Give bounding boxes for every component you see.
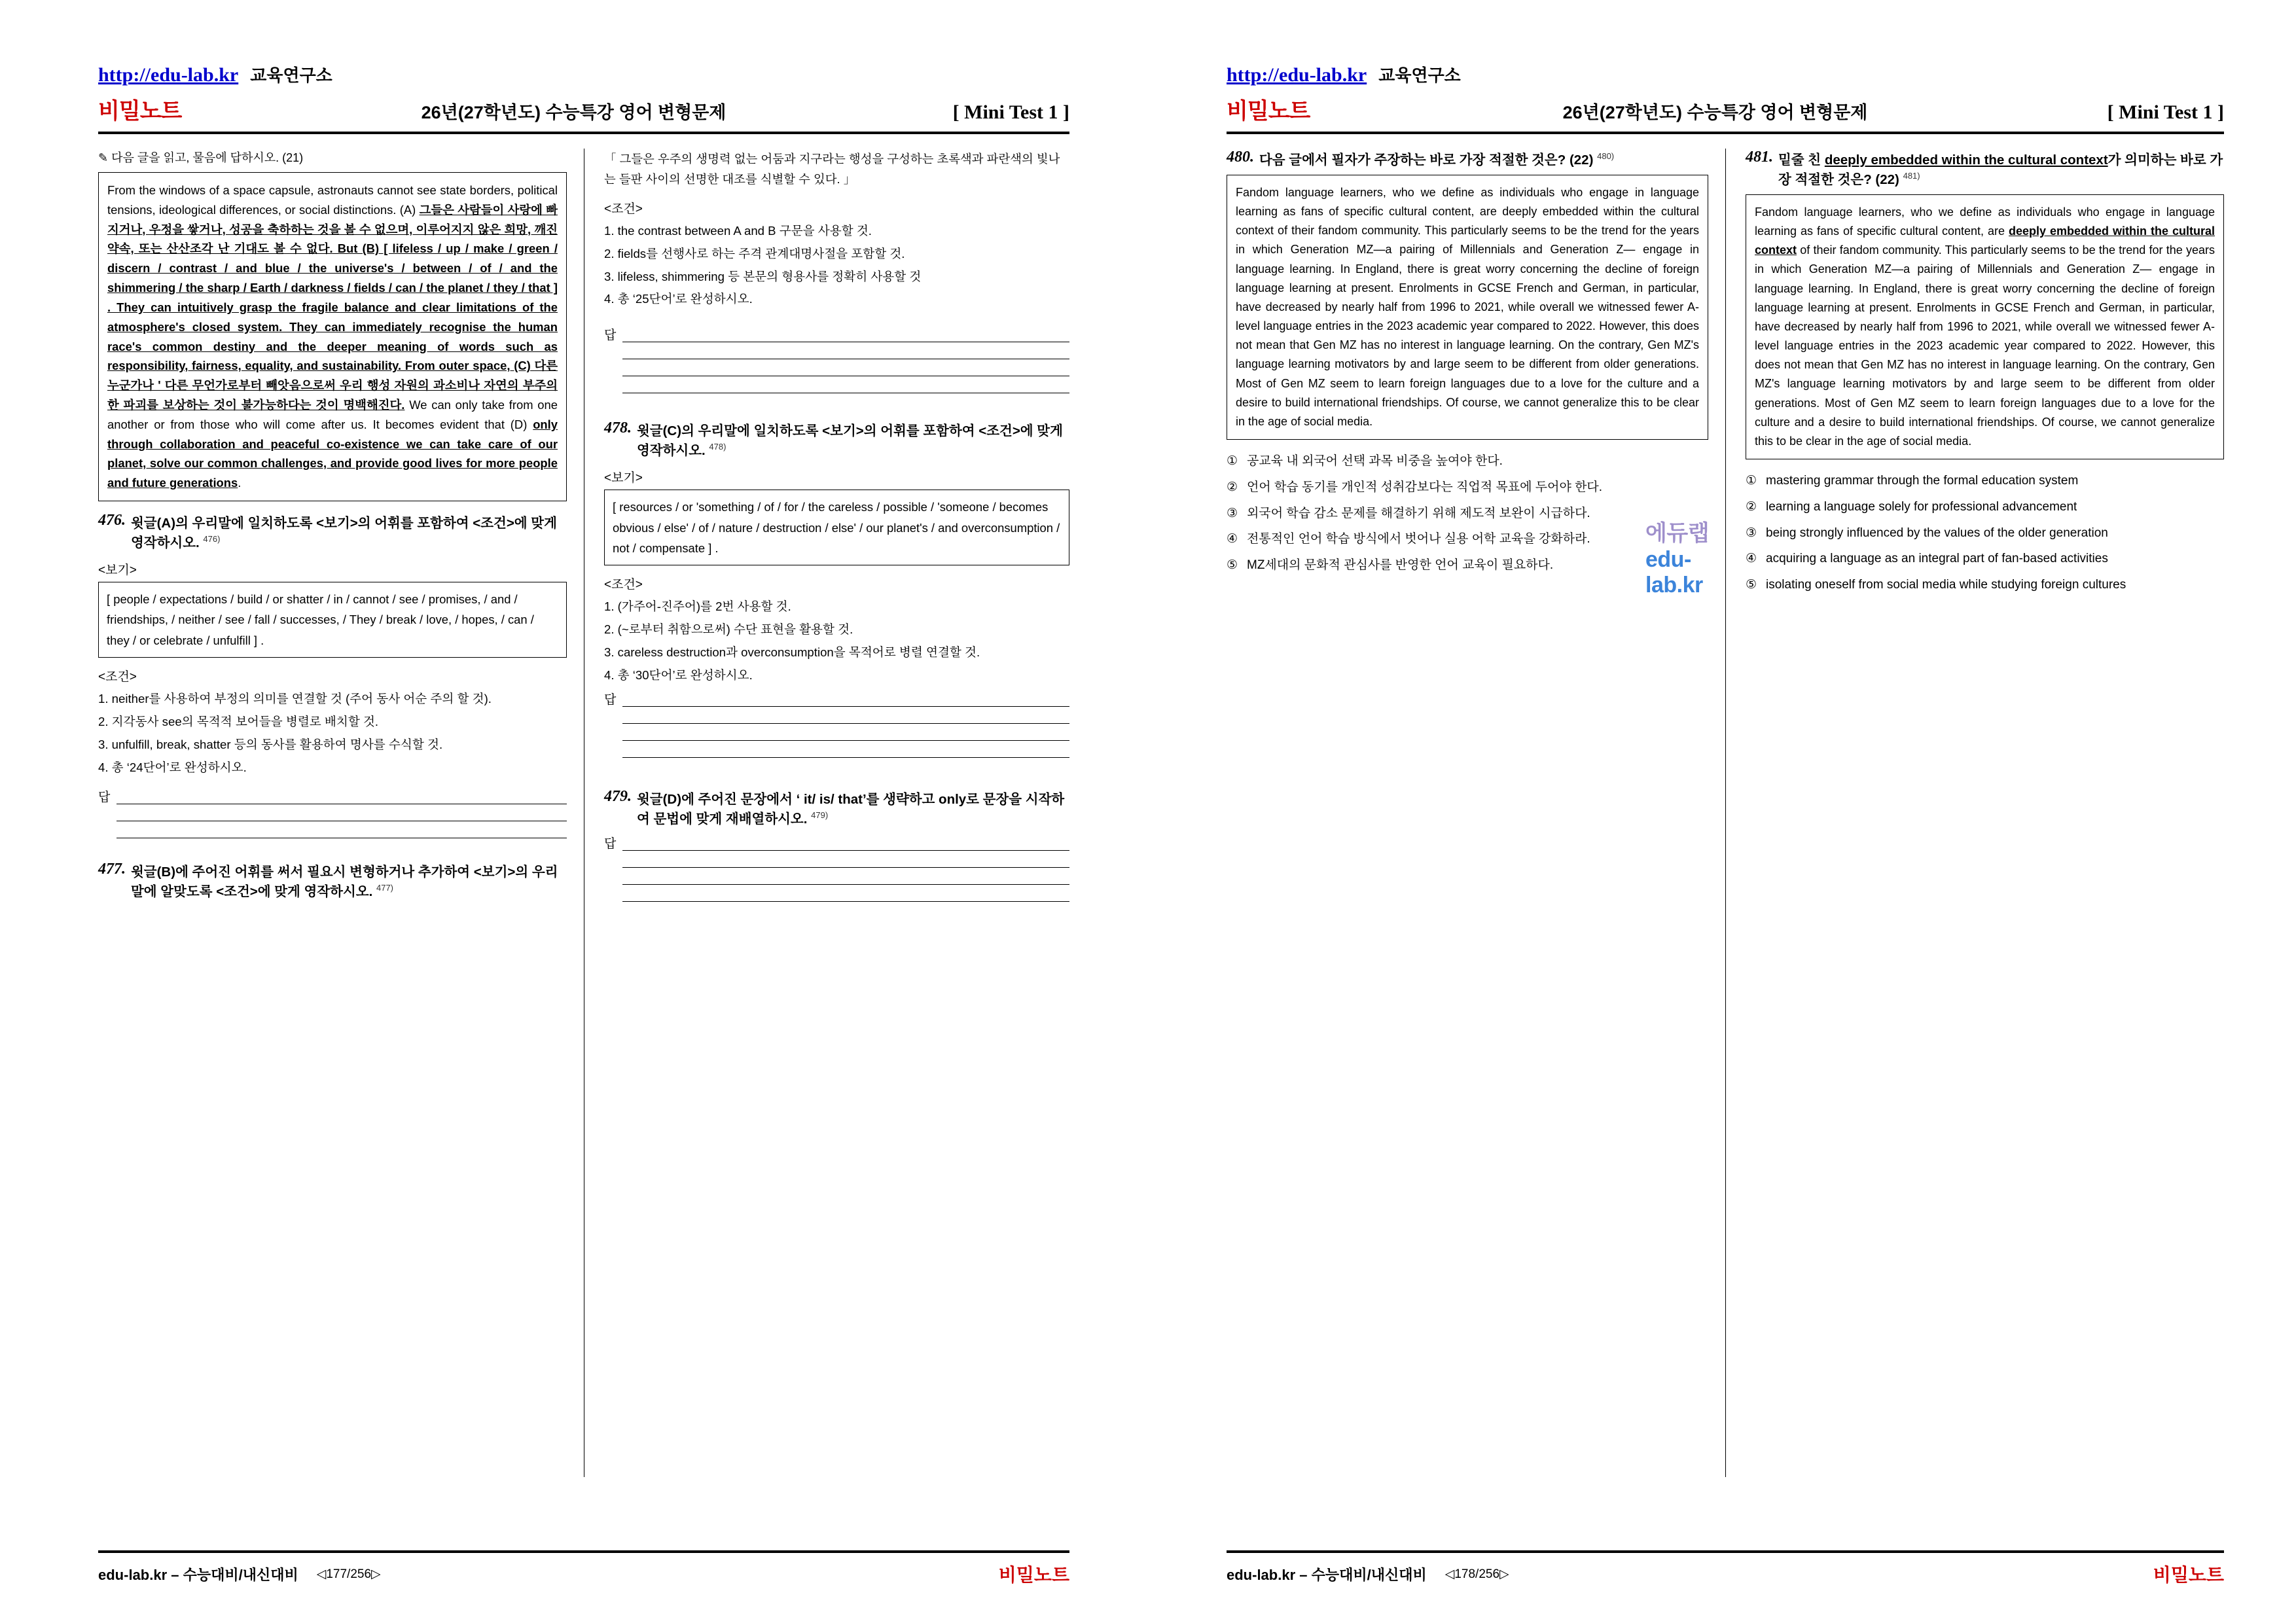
- passage-part-3: But (B) [ lifeless / up / make / green / discern / contrast / and blue / the universe's / between / of / and the shimmering / the sharp / Earth / darkness / fields / can / the planet / they / that ] . They can intuitively grasp the fragile balance and clear limitations of the atmosphere's closed system. They can immediately recognise the human race's common destiny and the deeper meaning of words such as responsibility, fairness, equality, and sustainability. From outer space, (C): [107, 241, 558, 373]
- choice-480-3[interactable]: [1227, 504, 1708, 524]
- site-org-label: 교육연구소: [1378, 65, 1461, 85]
- choice-number: ①: [1746, 474, 1757, 488]
- choice-number: ②: [1746, 499, 1757, 514]
- question-479-text: 윗글(D)에 주어진 문장에서 ‘ it/ is/ that’를 생략하고 only로 문장을 시작하여 문법에 맞게 재배열하시오. $^{479)}$: [637, 792, 1065, 827]
- question-476-sup: 476): [203, 534, 221, 544]
- choice-text: MZ세대의 문화적 관심사를 반영한 언어 교육이 필요하다.: [1247, 558, 1554, 573]
- q478-conditions: [604, 596, 1069, 686]
- q479-answer-area[interactable]: [604, 834, 1069, 902]
- footer-brand: 비밀노트: [998, 1565, 1069, 1585]
- passage-part-D: only through collaboration and peaceful co-existence we can take care of our planet, solve our common challenges, and provide good lives for more people and future generations: [107, 417, 558, 490]
- site-url-link[interactable]: http://edu-lab.kr: [98, 64, 239, 86]
- choices-481[interactable]: [1746, 471, 2224, 596]
- choice-480-2[interactable]: [1227, 478, 1708, 498]
- q478-cond-3: 3. careless destruction과 overconsumption을 목적어로 병렬 연결할 것.: [604, 645, 980, 660]
- footer-left-text: edu-lab.kr – 수능대비/내신대비: [1227, 1566, 1427, 1583]
- question-481-sup: 481): [1903, 171, 1920, 181]
- column-right-2: [1725, 149, 2224, 1477]
- q476-cond-3: 3. unfulfill, break, shatter 등의 동사를 활용하여 명사를 수식할 것.: [98, 737, 443, 751]
- choice-text: 언어 학습 동기를 개인적 성취감보다는 직업적 목표에 두어야 한다.: [1247, 480, 1603, 494]
- watermark-en: edu-lab.kr: [1645, 547, 1703, 597]
- answer-line[interactable]: [622, 868, 1069, 885]
- q479-answer-lines[interactable]: [622, 834, 1069, 902]
- q477-cond-3: 3. lifeless, shimmering 등 본문의 형용사를 정확히 사용할 것: [604, 269, 922, 283]
- q477-cond-4: 4. 총 ‘25단어’로 완성하시오.: [604, 292, 753, 306]
- choice-text: mastering grammar through the formal education system: [1766, 474, 2079, 488]
- question-480-sup: 480): [1597, 151, 1615, 162]
- passage-part-7: .: [238, 476, 242, 490]
- q477-conditions: [604, 221, 1069, 310]
- q476-cond-4: 4. 총 ‘24단어’로 완성하시오.: [98, 760, 247, 774]
- reading-passage-left: [98, 172, 567, 501]
- choice-number: ①: [1227, 454, 1238, 469]
- choice-text: isolating oneself from social media while studying foreign cultures: [1766, 578, 2126, 592]
- test-label: [ Mini Test 1 ]: [952, 101, 1069, 123]
- answer-line[interactable]: [622, 724, 1069, 741]
- columns-right: [1227, 149, 2224, 1477]
- subject-label: 26년(27학년도) 수능특강 영어 변형문제: [421, 103, 726, 122]
- q476-cond-2: 2. 지각동사 see의 목적적 보어들을 병렬로 배치할 것.: [98, 714, 379, 728]
- q478-cond-2: 2. (~로부터 취함으로써) 수단 표현을 활용할 것.: [604, 622, 853, 637]
- q476-answer-label: 답: [98, 790, 111, 804]
- q476-cond-label: <조건>: [98, 669, 137, 684]
- q478-answer-lines[interactable]: [622, 690, 1069, 758]
- choice-number: ⑤: [1746, 578, 1757, 592]
- question-478-sup: 478): [709, 442, 726, 452]
- choice-481-4[interactable]: [1746, 549, 2224, 569]
- answer-line[interactable]: [622, 741, 1069, 758]
- question-480-heading: [1227, 149, 1708, 168]
- footer-right: [1227, 1550, 2224, 1587]
- choice-number: ④: [1227, 532, 1238, 546]
- choice-480-4[interactable]: [1227, 529, 1708, 550]
- q478-cond-label: <조건>: [604, 578, 643, 592]
- brand-label: 비밀노트: [1227, 99, 1310, 124]
- choice-480-1[interactable]: [1227, 452, 1708, 472]
- answer-line[interactable]: [622, 376, 1069, 393]
- passage-481-pre: Fandom language learners, who we define as individuals who engage in language learning as fans of specific cultural content, are: [1755, 205, 2215, 238]
- answer-line[interactable]: [622, 834, 1069, 851]
- footer-left: [98, 1550, 1069, 1587]
- choice-481-5[interactable]: [1746, 575, 2224, 596]
- passage-part-A-korean: 그들은 사람들이 사랑에 빠지거나, 우정을 쌓거나, 성공을 축하하는 것을 볼 수 없으며, 이루어지지 않은 희망, 깨진 약속, 또는 산산조각 난 기대도 볼 수 없다.: [107, 202, 558, 256]
- columns-left: [98, 149, 1069, 1477]
- q477-cond-2: 2. fields를 선행사로 하는 주격 관계대명사절을 포함할 것.: [604, 246, 905, 260]
- question-479-sup: 479): [811, 810, 829, 821]
- test-label: [ Mini Test 1 ]: [2107, 101, 2224, 123]
- choice-number: ④: [1746, 552, 1757, 566]
- question-481-heading: [1746, 149, 2224, 188]
- question-477-number: 477.: [98, 860, 126, 878]
- question-478-text: 윗글(C)의 우리말에 일치하도록 <보기>의 어휘를 포함하여 <조건>에 맞게 영작하시오. $^{478)}$: [637, 423, 1063, 459]
- question-478-number: 478.: [604, 419, 632, 437]
- answer-line[interactable]: [622, 851, 1069, 868]
- q478-cond-4: 4. 총 ‘30단어’로 완성하시오.: [604, 668, 753, 683]
- watermark-kr: 에듀랩: [1645, 521, 1710, 546]
- question-481-underlined-phrase: deeply embedded within the cultural context: [1824, 152, 2108, 168]
- passage-481-post: of their fandom community. This particularly seems to be the trend for the years in which Generation MZ—a pairing of Millennials and Generation Z— engage in language learning. In England, there is great worry concerning the decline of foreign language learning at present. Enrolments in GCSE French and German, in particular, have decreased by nearly half from 1996 to 2021, while overall we witnessed fewer A-level language entries in the 2023 academic year compared to 2022. However, this does not mean that Gen MZ has no interest in language learning. On the contrary, Gen MZ's language learning motivators by and large seem to be different from older generations. Most of Gen MZ seem to learn foreign languages due to a love for the culture and a desire to build international friendships. Of course, we cannot generalize this to be clear in the age of social media.: [1755, 243, 2215, 448]
- site-org-label: 교육연구소: [250, 65, 332, 85]
- q477-answer-lines[interactable]: [622, 325, 1069, 393]
- choice-number: ②: [1227, 480, 1238, 494]
- passage-481: [1746, 194, 2224, 459]
- site-url-link[interactable]: http://edu-lab.kr: [1227, 64, 1367, 86]
- answer-line[interactable]: [622, 342, 1069, 359]
- question-477-heading: [98, 861, 567, 900]
- page-title-bar-right: [1227, 93, 2224, 134]
- q476-bogi-box: [ people / expectations / build / or shatter / in / cannot / see / promises, / and / friendships, / neither / see / fall / successes, / They / break / love, / hopes, / can / they / or celebrate / unfulfill ] .: [98, 582, 567, 658]
- answer-line[interactable]: [117, 804, 567, 821]
- q476-answer-lines[interactable]: [117, 787, 567, 838]
- question-480-text: 다음 글에서 필자가 주장하는 바로 가장 적절한 것은? (22) $^{480)}$: [1259, 151, 1615, 168]
- site-line-left: [98, 62, 1069, 86]
- site-line-right: [1227, 62, 2224, 86]
- answer-line[interactable]: [622, 359, 1069, 376]
- q477-answer-label: 답: [604, 329, 617, 343]
- passage-part-C-korean: 다른 누군가나 ' 다른 무언가로부터 빼앗음으로써 우리 행성 자원의 과소비나 자연의 부주의한 파괴를 보상하는 것이 불가능하다는 것이 명백해진다.: [107, 359, 558, 412]
- q478-cond-1: 1. (가주어-진주어)를 2번 사용할 것.: [604, 599, 791, 614]
- q479-answer-label: 답: [604, 837, 617, 851]
- question-480-number: 480.: [1227, 149, 1254, 166]
- passage-480: Fandom language learners, who we define as individuals who engage in language learning as fans of specific cultural content, are deeply embedded within the cultural context of their fandom community. This particularly seems to be the trend for the years in which Generation MZ—a pairing of Millennials and Generation Z— engage in language learning. In England, there is great worry concerning the decline of foreign language learning at present. Enrolments in GCSE French and German, in particular, have decreased by nearly half from 1996 to 2021, while overall we witnessed fewer A-level language entries in the 2023 academic year compared to 2022. However, this does not mean that Gen MZ has no interest in language learning. On the contrary, Gen MZ's language learning motivators by and large seem to be different from older generations. Most of Gen MZ seem to learn foreign languages due to a love for the culture and a desire to build international friendships. Of course, we cannot generalize this to be clear in the age of social media.: [1227, 175, 1708, 440]
- choice-number: ③: [1227, 506, 1238, 520]
- passage-part-5: We can only take from one another or from those who will come after us. It becomes evident that (D): [107, 397, 558, 431]
- question-479-heading: [604, 788, 1069, 827]
- footer-page-number: ◁178/256▷: [1444, 1567, 1509, 1581]
- choice-481-2[interactable]: [1746, 497, 2224, 518]
- question-477-text: 윗글(B)에 주어진 어휘를 써서 필요시 변형하거나 추가하여 <보기>의 우리말에 알맞도록 <조건>에 맞게 영작하시오. $^{477)}$: [131, 864, 558, 899]
- footer-left-text: edu-lab.kr – 수능대비/내신대비: [98, 1566, 298, 1583]
- subject-label: 26년(27학년도) 수능특강 영어 변형문제: [1562, 103, 1868, 122]
- choice-text: 외국어 학습 감소 문제를 해결하기 위해 제도적 보완이 시급하다.: [1247, 506, 1590, 520]
- q476-answer-area[interactable]: [98, 787, 567, 838]
- answer-line[interactable]: [117, 787, 567, 804]
- page-right: [1148, 0, 2296, 1623]
- brand-label: 비밀노트: [98, 99, 182, 124]
- choice-481-3[interactable]: [1746, 524, 2224, 544]
- answer-line[interactable]: [622, 885, 1069, 902]
- question-479-number: 479.: [604, 788, 632, 806]
- choice-text: being strongly influenced by the values of the older generation: [1766, 526, 2108, 540]
- question-481-text: 밑줄 친 deeply embedded within the cultural context가 의미하는 바로 가장 적절한 것은? (22) $^{481)}$: [1778, 152, 2223, 187]
- q477-bogi-box: 「 그들은 우주의 생명력 없는 어둠과 지구라는 행성을 구성하는 초록색과 파란색의 빛나는 들판 사이의 선명한 대조를 식별할 수 있다. 」: [604, 152, 1060, 187]
- choice-number: ③: [1746, 526, 1757, 540]
- page-title-bar-left: [98, 93, 1069, 134]
- question-481-number: 481.: [1746, 149, 1773, 166]
- choice-text: 공교육 내 외국어 선택 과목 비중을 높여야 한다.: [1247, 454, 1503, 469]
- choice-text: acquiring a language as an integral part of fan-based activities: [1766, 552, 2108, 566]
- question-476-number: 476.: [98, 512, 126, 529]
- q476-bogi-label: <보기>: [98, 563, 137, 577]
- column-left-1: [98, 149, 584, 1477]
- q477-cond-1: 1. the contrast between A and B 구문을 사용할 것.: [604, 223, 872, 238]
- q476-cond-1: 1. neither를 사용하여 부정의 의미를 연결할 것 (주어 동사 어순 주의 할 것).: [98, 691, 492, 705]
- choice-text: learning a language solely for professional advancement: [1766, 499, 2077, 514]
- choices-480[interactable]: [1227, 452, 1708, 576]
- question-477-sup: 477): [376, 882, 394, 893]
- column-right-1: [1227, 149, 1725, 1477]
- q478-answer-area[interactable]: [604, 690, 1069, 758]
- answer-line[interactable]: [622, 325, 1069, 342]
- footer-brand: 비밀노트: [2153, 1565, 2224, 1585]
- choice-481-1[interactable]: [1746, 471, 2224, 491]
- question-476-text: 윗글(A)의 우리말에 일치하도록 <보기>의 어휘를 포함하여 <조건>에 맞게 영작하시오. $^{476)}$: [131, 516, 557, 550]
- column-left-2: [584, 149, 1069, 1477]
- q478-answer-label: 답: [604, 693, 617, 707]
- passage-part-1: From the windows of a space capsule, astronauts cannot see state borders, political tensions, ideological differences, or social distinctions. (A): [107, 183, 558, 217]
- q478-bogi-label: <보기>: [604, 471, 643, 486]
- passage-481-underlined: deeply embedded within the cultural context: [1755, 224, 2215, 257]
- q477-answer-area[interactable]: [604, 325, 1069, 393]
- question-476-heading: [98, 512, 567, 551]
- instruction-line: ✎ 다음 글을 읽고, 물음에 답하시오. (21): [98, 151, 304, 164]
- answer-line[interactable]: [622, 690, 1069, 707]
- answer-line[interactable]: [117, 821, 567, 838]
- choice-number: ⑤: [1227, 558, 1238, 573]
- question-478-heading: [604, 419, 1069, 459]
- answer-line[interactable]: [622, 707, 1069, 724]
- q478-bogi-box: [ resources / or 'something / of / for / the careless / possible / 'someone / becomes obvious / else' / of / nature / destruction / else' / our planet's / and overconsumption / not / compensate ] .: [604, 490, 1069, 565]
- q476-conditions: [98, 688, 567, 778]
- footer-page-number: ◁177/256▷: [316, 1567, 381, 1581]
- q477-cond-label: <조건>: [604, 202, 643, 216]
- choice-480-5[interactable]: [1227, 556, 1708, 576]
- choice-text: 전통적인 언어 학습 방식에서 벗어나 실용 어학 교육을 강화하라.: [1247, 532, 1590, 546]
